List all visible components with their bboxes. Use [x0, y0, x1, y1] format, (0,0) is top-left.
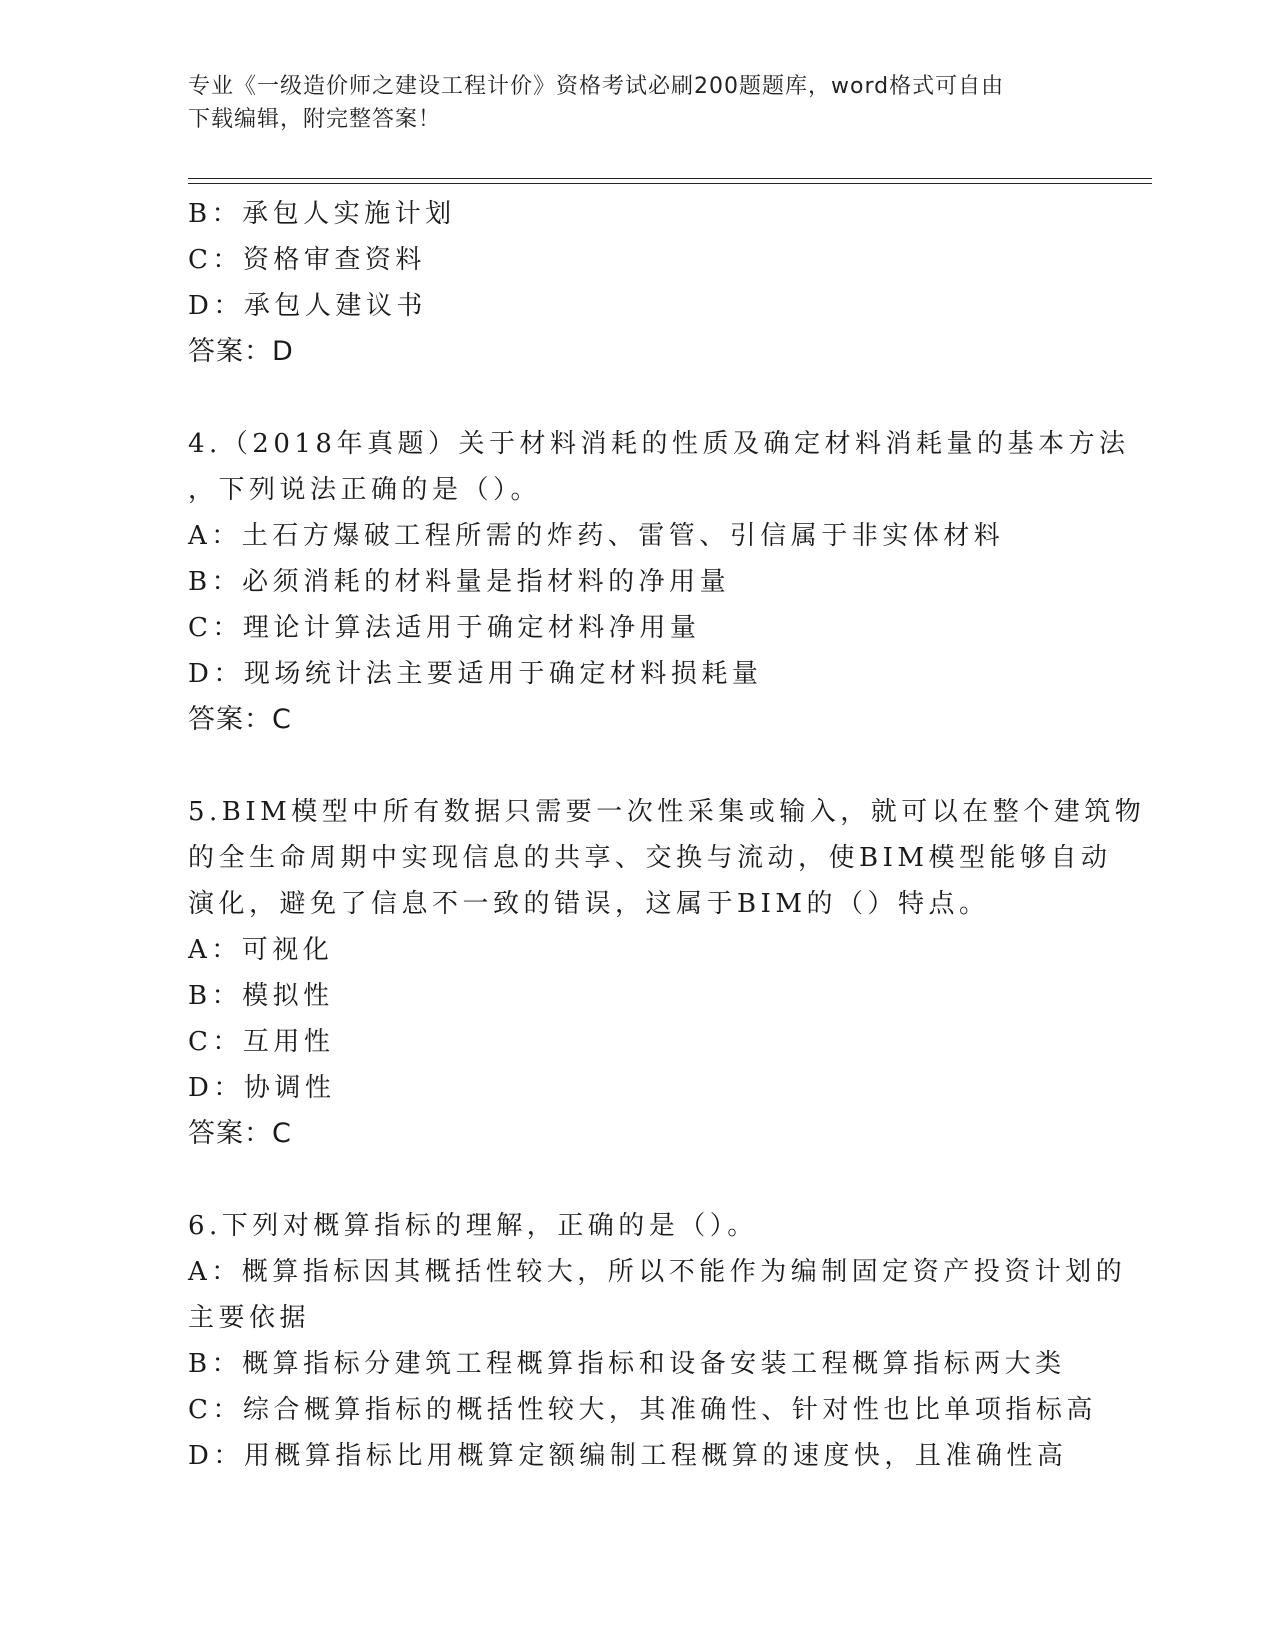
q5-option-c: C：互用性 [188, 1027, 335, 1057]
document-header [188, 70, 1088, 136]
q6-option-c: C：综合概算指标的概括性较大，其准确性、针对性也比单项指标高 [188, 1395, 1097, 1425]
header-line-1: 专业《一级造价师之建设工程计价》资格考试必刷200题题库，word格式可自由 [188, 74, 1005, 99]
q6-option-b: B：概算指标分建筑工程概算指标和设备安装工程概算指标两大类 [188, 1349, 1066, 1379]
question-3 [188, 191, 1088, 375]
question-4 [188, 421, 1130, 743]
q6-stem-line-1: 6.下列对概算指标的理解，正确的是（）。 [188, 1211, 758, 1241]
spacer [188, 375, 1088, 421]
q3-answer: 答案：D [188, 336, 294, 367]
q5-option-b: B：模拟性 [188, 981, 334, 1011]
q5-answer: 答案：C [188, 1118, 292, 1149]
q4-option-c: C：理论计算法适用于确定材料净用量 [188, 613, 701, 643]
header-divider-top [188, 178, 1152, 179]
q4-stem-line-2: ，下列说法正确的是（）。 [188, 475, 542, 505]
q4-answer: 答案：C [188, 704, 292, 735]
header-line-2: 下载编辑，附完整答案！ [188, 107, 442, 132]
q3-option-d: D：承包人建议书 [188, 291, 427, 321]
q4-option-d: D：现场统计法主要适用于确定材料损耗量 [188, 659, 763, 689]
q4-stem-line-1: 4.（2018年真题）关于材料消耗的性质及确定材料消耗量的基本方法 [188, 429, 1130, 459]
q3-option-c: C：资格审查资料 [188, 245, 426, 275]
question-6 [188, 1203, 1127, 1479]
q5-option-d: D：协调性 [188, 1073, 336, 1103]
q6-option-a-line-1: A：概算指标因其概括性较大，所以不能作为编制固定资产投资计划的 [188, 1257, 1127, 1287]
q5-option-a: A：可视化 [188, 935, 334, 965]
spacer [188, 743, 1088, 789]
spacer [188, 1157, 1088, 1203]
header-divider-bottom [188, 183, 1152, 184]
q5-stem-line-3: 演化，避免了信息不一致的错误，这属于BIM的（）特点。 [188, 889, 990, 919]
q5-stem-line-1: 5.BIM模型中所有数据只需要一次性采集或输入，就可以在整个建筑物 [188, 797, 1146, 827]
q4-option-a: A：土石方爆破工程所需的炸药、雷管、引信属于非实体材料 [188, 521, 1005, 551]
question-5 [188, 789, 1146, 1157]
q6-option-a-line-2: 主要依据 [188, 1303, 311, 1333]
q4-option-b: B：必须消耗的材料量是指材料的净用量 [188, 567, 731, 597]
q6-option-d: D：用概算指标比用概算定额编制工程概算的速度快，且准确性高 [188, 1441, 1068, 1471]
q5-stem-line-2: 的全生命周期中实现信息的共享、交换与流动，使BIM模型能够自动 [188, 843, 1112, 873]
q3-option-b: B：承包人实施计划 [188, 199, 456, 229]
document-body [188, 191, 1146, 1479]
